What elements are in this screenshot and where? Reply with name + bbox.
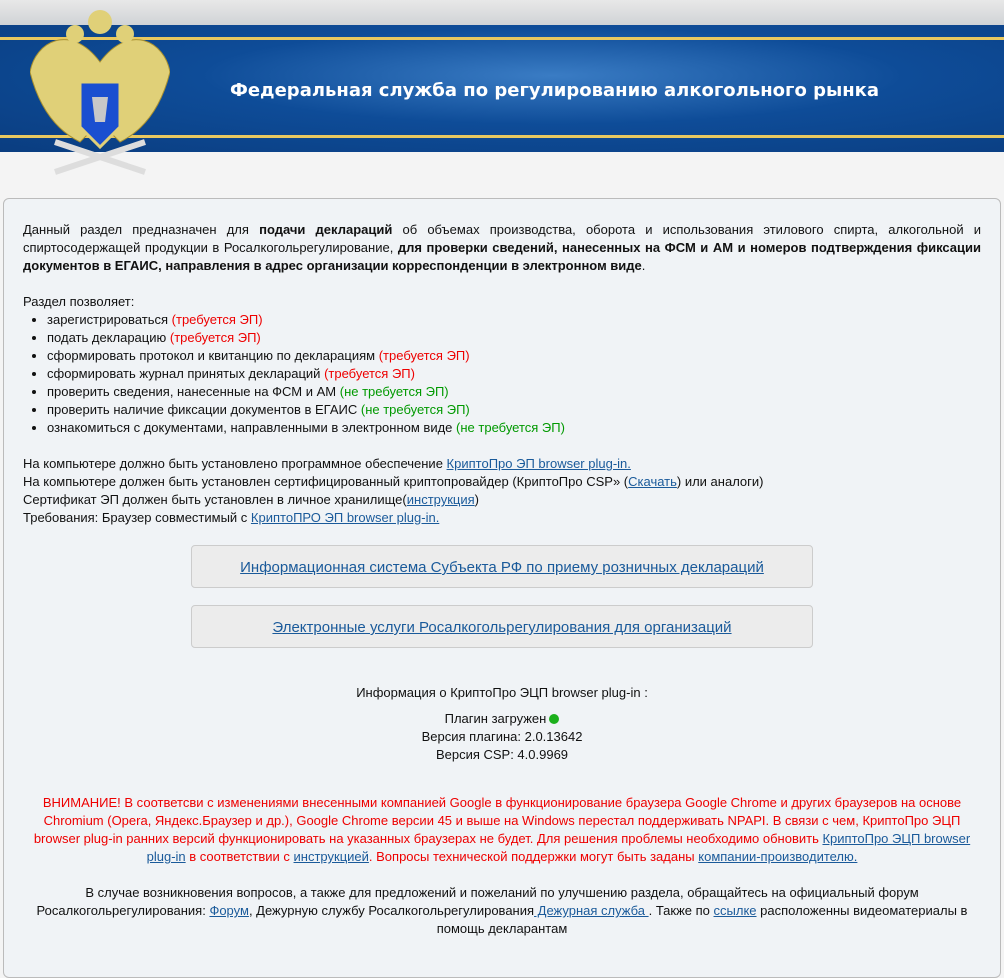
csp-version: Версия CSP: 4.0.9969 [435,747,569,762]
plugin-status: Плагин загружен [23,710,981,728]
update-plugin-link[interactable]: КриптоПро ЭЦП browser plug-in [146,831,971,864]
contact-text: В случае возникновения вопросов, а также для предложений и пожеланий по улучшению раздела, обращайтесь на официальный форум Росалкогольрегулирования: Форум, Дежурную службу Росалкогольрегулирования Дежурная служба . Также по ссылке расположенны видеоматериалы в помощь декларантам [36,885,968,936]
videos-link[interactable]: ссылке [713,903,757,918]
instruction-link[interactable]: инструкция [406,492,475,507]
requirements: На компьютере должно быть установлено программное обеспечение КриптоПро ЭП browser plug-in. На компьютере должен быть установлен сертифицированный криптопровайдер (КриптоПро CSP» (Скачать) или аналоги) Сертификат ЭП должен быть установлен в личное хранилище(инструкция) Требования: Браузер совместимый с КриптоПРО ЭП browser plug-in. [23,456,764,525]
list-item: • подать декларацию (требуется ЭП) [47,329,981,347]
content-panel [3,198,1001,978]
list-item: • проверить сведения, нанесенные на ФСМ и АМ (не требуется ЭП) [47,383,981,401]
emblem-logo [30,2,170,187]
features-list [23,311,981,437]
retail-declarations-button[interactable]: Информационная система Субъекта РФ по приему розничных деклараций [191,545,813,588]
plugin-version: Версия плагина: 2.0.13642 [421,729,583,744]
site-title: Федеральная служба по регулированию алкогольного рынка [230,80,880,101]
warning-text: ВНИМАНИЕ! В соответсви с изменениями внесенными компанией Google в функционирование браузера Google Chrome и других браузеров на основе Chromium (Opera, Яндекс.Браузер и др.), Google Chrome версии 45 и выше на Windows перестал поддерживать NPAPI. В связи с чем, КриптоПро ЭЦП browser plug-in ранних версий функционировать на указанных браузерах не будет. Для решения проблемы необходимо обновить КриптоПро ЭЦП browser plug-in в соответствии с инструкцией. Вопросы технической поддержки могут быть заданы компании-производителю. [33,795,971,864]
plugin-link[interactable]: КриптоПро ЭП browser plug-in. [446,456,631,471]
e-services-button[interactable]: Электронные услуги Росалкогольрегулирования для организаций [191,605,813,648]
list-item: • сформировать журнал принятых деклараций (требуется ЭП) [47,365,981,383]
list-item: • ознакомиться с документами, направленными в электронном виде (не требуется ЭП) [47,419,981,437]
vendor-link[interactable]: компании-производителю. [698,849,858,864]
allows-title: Раздел позволяет: [23,294,135,309]
list-item: • проверить наличие фиксации документов в ЕГАИС (не требуется ЭП) [47,401,981,419]
warning-instruction-link[interactable]: инструкцией [293,849,369,864]
list-item: • зарегистрироваться (требуется ЭП) [47,311,981,329]
duty-service-link[interactable]: Дежурная служба [534,903,649,918]
intro-text: Данный раздел предназначен для подачи деклараций об объемах производства, оборота и использования этилового спирта, алкогольной и спиртосодержащей продукции в Росалкогольрегулирование, для проверки сведений, нанесенных на ФСМ и АМ и номеров подтверждения фиксации документов в ЕГАИС, направления в адрес организации корреспонденции в электронном виде. [23,222,981,273]
browser-plugin-link[interactable]: КриптоПРО ЭП browser plug-in. [250,510,440,525]
list-item: • сформировать протокол и квитанцию по декларациям (требуется ЭП) [47,347,981,365]
forum-link[interactable]: Форум [209,903,249,918]
plugin-title: Информация о КриптоПро ЭЦП browser plug-in : [356,685,648,700]
status-ok-icon [549,714,559,724]
download-link[interactable]: Скачать [628,474,677,489]
